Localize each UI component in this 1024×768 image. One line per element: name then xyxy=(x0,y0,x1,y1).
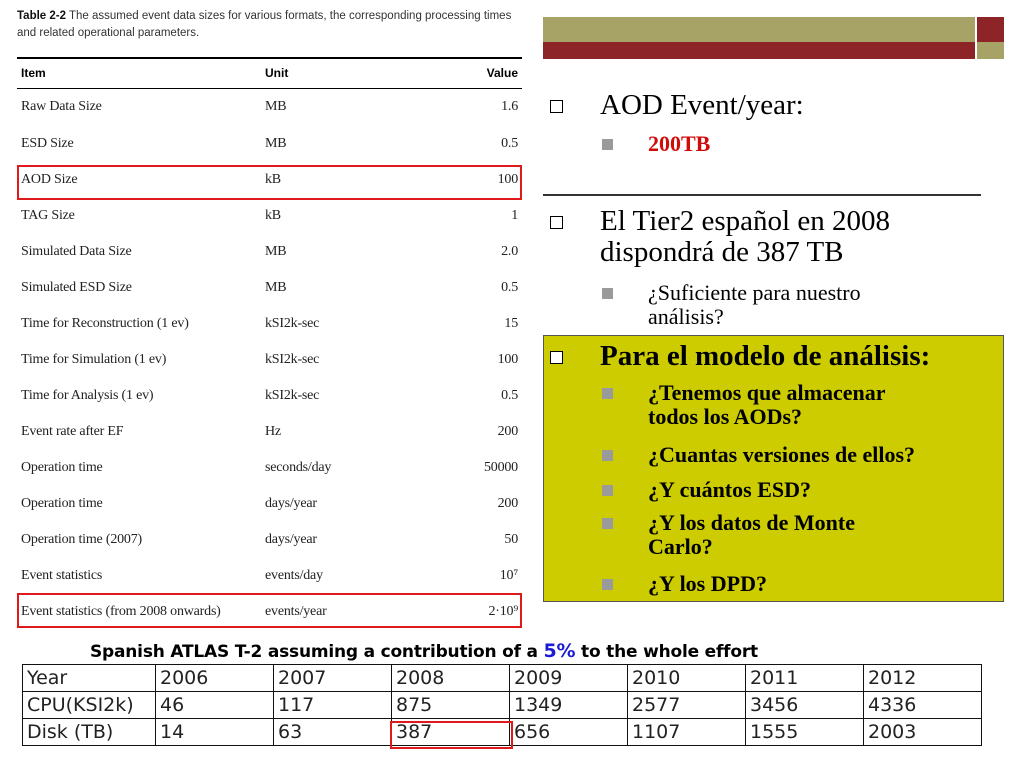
table-cell: 387 xyxy=(392,719,510,746)
t2-caption-percent: 5% xyxy=(543,640,576,662)
table-cell: 14 xyxy=(156,719,274,746)
table-top-rule xyxy=(17,57,522,59)
cell-value: 50000 xyxy=(483,460,518,475)
square-bullet-icon xyxy=(602,579,613,590)
square-bullet-icon xyxy=(602,139,613,150)
table-cell: 1107 xyxy=(628,719,746,746)
cell-unit: Hz xyxy=(265,424,281,439)
table-caption xyxy=(17,8,527,42)
table-cell: 63 xyxy=(274,719,392,746)
cell-value: 15 xyxy=(504,316,518,331)
header-band-red xyxy=(543,42,975,59)
table-row xyxy=(17,460,522,480)
table-row xyxy=(23,665,982,692)
cell-value: 0.5 xyxy=(501,388,518,403)
table-row xyxy=(17,388,522,408)
table-cell: 2003 xyxy=(864,719,982,746)
cell-value: 10⁷ xyxy=(499,568,518,583)
cell-value: 200 xyxy=(497,424,518,439)
table-cell: 656 xyxy=(510,719,628,746)
cell-item: Raw Data Size xyxy=(21,99,102,114)
cell-unit: days/year xyxy=(265,496,317,511)
cell-value: 1 xyxy=(511,208,518,223)
cell-item: Time for Simulation (1 ev) xyxy=(21,352,167,367)
hollow-square-bullet-icon xyxy=(550,216,563,229)
cell-unit: MB xyxy=(265,136,287,151)
table-cell: 1555 xyxy=(746,719,864,746)
table-cell: 2008 xyxy=(392,665,510,692)
cell-item: Event statistics xyxy=(21,568,103,583)
table-cell: 3456 xyxy=(746,692,864,719)
cell-item: Time for Reconstruction (1 ev) xyxy=(21,316,189,331)
square-bullet-icon xyxy=(602,518,613,529)
hollow-square-bullet-icon xyxy=(550,100,563,113)
table-caption-label: Table 2-2 xyxy=(17,10,66,22)
table-cell: Year xyxy=(23,665,156,692)
cell-item: Operation time (2007) xyxy=(21,532,142,547)
cell-unit: kB xyxy=(265,208,281,223)
square-bullet-icon xyxy=(602,288,613,299)
cell-unit: kSI2k-sec xyxy=(265,316,320,331)
table-cell: 875 xyxy=(392,692,510,719)
analysis-model-panel xyxy=(543,335,1004,602)
table-cell: 1349 xyxy=(510,692,628,719)
table-cell: 2010 xyxy=(628,665,746,692)
t2-caption xyxy=(90,640,758,662)
table-cell: 4336 xyxy=(864,692,982,719)
cell-item: TAG Size xyxy=(21,208,75,223)
hollow-square-bullet-icon xyxy=(550,351,563,364)
table-row xyxy=(17,496,522,516)
cell-item: Time for Analysis (1 ev) xyxy=(21,388,154,403)
cell-item: Simulated ESD Size xyxy=(21,280,132,295)
header-unit: Unit xyxy=(265,66,289,80)
header-item: Item xyxy=(21,66,46,80)
cell-value: 100 xyxy=(497,352,518,367)
cell-unit: events/year xyxy=(265,604,327,619)
cell-unit: kSI2k-sec xyxy=(265,352,320,367)
square-bullet-icon xyxy=(602,450,613,461)
square-bullet-icon xyxy=(602,485,613,496)
cell-item: Event rate after EF xyxy=(21,424,124,439)
cell-value: 2.0 xyxy=(501,244,518,259)
cell-value: 200 xyxy=(497,496,518,511)
table-cell: 117 xyxy=(274,692,392,719)
table-cell: 2009 xyxy=(510,665,628,692)
cell-unit: kB xyxy=(265,172,281,187)
cell-item: Operation time xyxy=(21,496,103,511)
table-row xyxy=(17,316,522,336)
cell-item: Operation time xyxy=(21,460,103,475)
cell-item: ESD Size xyxy=(21,136,74,151)
cell-unit: MB xyxy=(265,99,287,114)
aod-size-highlight xyxy=(17,165,522,200)
table-cell: 2011 xyxy=(746,665,864,692)
cell-unit: seconds/day xyxy=(265,460,332,475)
table-cell: 2577 xyxy=(628,692,746,719)
table-row xyxy=(17,136,522,156)
cell-item: Simulated Data Size xyxy=(21,244,132,259)
cell-value: 50 xyxy=(504,532,518,547)
cell-unit: MB xyxy=(265,280,287,295)
table-row xyxy=(17,99,522,119)
table-row xyxy=(17,280,522,300)
header-square-olive xyxy=(977,42,1004,59)
table-row xyxy=(23,692,982,719)
table-caption-text: The assumed event data sizes for various formats, the corresponding processing times and related operational parameters. xyxy=(17,10,512,39)
cell-unit: days/year xyxy=(265,532,317,547)
square-bullet-icon xyxy=(602,388,613,399)
table-cell: Disk (TB) xyxy=(23,719,156,746)
t2-caption-start: Spanish ATLAS T-2 assuming a contribution of a xyxy=(90,642,544,662)
header-value: Value xyxy=(486,66,518,80)
table-row xyxy=(17,568,522,588)
table-header xyxy=(17,66,522,84)
section-divider xyxy=(543,194,981,196)
header-band-olive xyxy=(543,17,975,42)
cell-item: AOD Size xyxy=(21,172,78,187)
table-cell: CPU(KSI2k) xyxy=(23,692,156,719)
header-square-red xyxy=(977,17,1004,42)
table-row xyxy=(17,532,522,552)
cell-value: 1.6 xyxy=(501,99,518,114)
table-cell: 2007 xyxy=(274,665,392,692)
cell-unit: kSI2k-sec xyxy=(265,388,320,403)
cell-item: Event statistics (from 2008 onwards) xyxy=(21,604,221,619)
table-row xyxy=(17,208,522,228)
table-row xyxy=(17,244,522,264)
cell-value: 0.5 xyxy=(501,136,518,151)
table-header-rule xyxy=(17,88,522,89)
event-statistics-highlight xyxy=(17,593,522,628)
cell-value: 0.5 xyxy=(501,280,518,295)
cell-unit: events/day xyxy=(265,568,323,583)
cell-unit: MB xyxy=(265,244,287,259)
t2-caption-end: to the whole effort xyxy=(575,642,758,662)
table-row xyxy=(17,424,522,444)
table-cell: 2012 xyxy=(864,665,982,692)
disk-2008-highlight xyxy=(390,721,513,749)
cell-value: 100 xyxy=(497,172,518,187)
table-cell: 2006 xyxy=(156,665,274,692)
cell-value: 2·10⁹ xyxy=(488,604,518,619)
table-cell: 46 xyxy=(156,692,274,719)
table-row xyxy=(17,352,522,372)
